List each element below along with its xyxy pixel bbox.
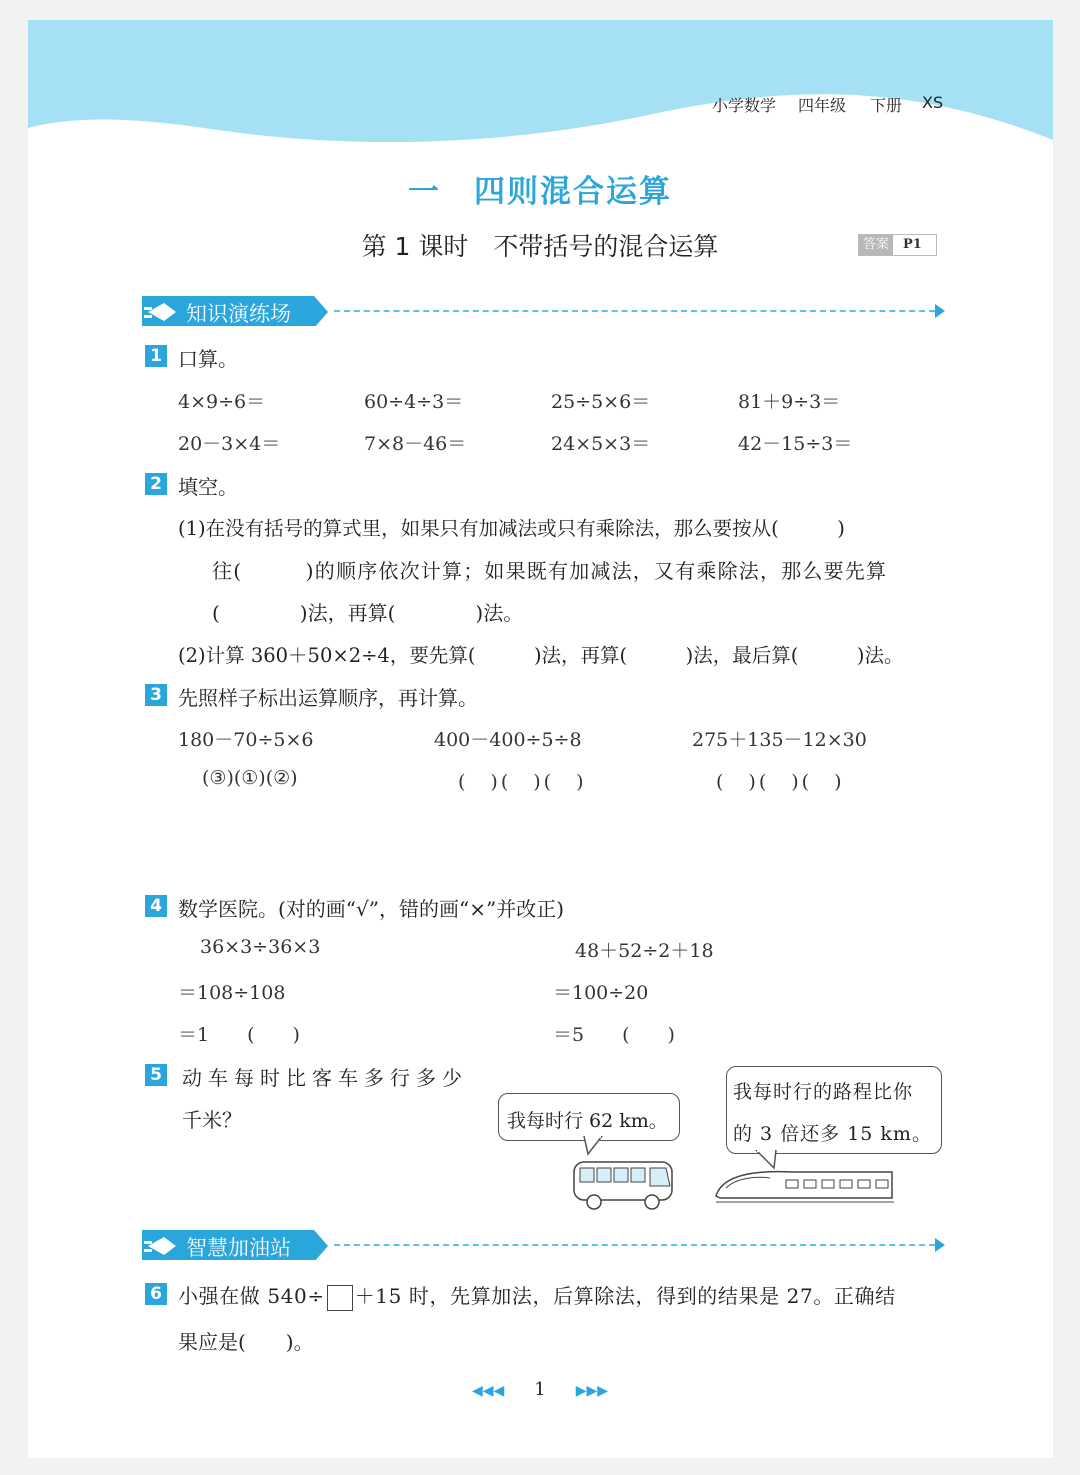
header-edition: XS [922,93,944,112]
header-volume: 下册 [870,96,903,115]
section-banner-practice [142,296,947,330]
section-banner-challenge [142,1230,947,1264]
q1-item-5: 20－3×4＝ [178,433,281,455]
bubble-tail [580,1136,610,1158]
bubble-bus-text: 我每时行 62 km。 [507,1110,668,1132]
speech-bubble-bus [498,1093,680,1141]
q4-right-1: 48＋52÷2＋18 [575,940,714,962]
q2-title: 填空。 [178,475,238,499]
page-footer [0,1379,1080,1400]
q6-line-1-b: ＋15 时，先算加法，后算除法，得到的结果是 27。正确结 [354,1284,896,1308]
lesson-title: 第 1 课时 不带括号的混合运算 [361,232,719,261]
q5-line-1: 动车每时比客车多行多少 [182,1066,468,1090]
question-number-3: 3 [145,684,167,706]
blank-box[interactable] [327,1285,353,1311]
q4-left-1: 36×3÷36×3 [200,936,321,958]
q1-item-3: 25÷5×6＝ [551,391,651,413]
question-number-4: 4 [145,895,167,917]
q2-line-1: (1)在没有括号的算式里，如果只有加减法或只有乘除法，那么要按从( ) [178,517,845,540]
question-number-5: 5 [145,1064,167,1086]
q3-title: 先照样子标出运算顺序，再计算。 [178,686,478,710]
q1-item-8: 42－15÷3＝ [738,433,853,455]
q3-expr-1: 180－70÷5×6 [178,729,314,751]
q1-item-7: 24×5×3＝ [551,433,651,455]
bubble-train-line-1: 我每时行的路程比你 [733,1081,914,1103]
section-label-practice: 知识演练场 [186,302,291,326]
question-number-2: 2 [145,473,167,495]
q5-line-2: 千米？ [182,1108,242,1132]
next-arrows-icon: ▶▶▶ [575,1383,609,1399]
prev-arrows-icon: ◀◀◀ [471,1383,505,1399]
train-illustration [712,1166,898,1206]
q6-line-1-a: 小强在做 540÷ [178,1284,325,1308]
q1-item-4: 81＋9÷3＝ [738,391,841,413]
arrow-right-icon [935,1238,945,1252]
speech-bubble-train [726,1066,942,1154]
q4-right-3: ＝5 ( ) [553,1024,675,1046]
q6-line-2: 果应是( )。 [178,1330,314,1354]
unit-title: 一 四则混合运算 [408,174,672,210]
q2-line-4: (2)计算 360＋50×2÷4，要先算( )法，再算( )法，最后算( )法。 [178,644,904,667]
q2-line-2: 往( )的顺序依次计算；如果既有加减法，又有乘除法，那么要先算 [212,559,888,583]
q1-item-1: 4×9÷6＝ [178,391,266,413]
header-subject: 小学数学 [712,96,777,115]
question-number-6: 6 [145,1283,167,1305]
header-wave [28,20,1053,150]
q4-left-3: ＝1 ( ) [178,1024,300,1046]
q3-order-1: (③)(①)(②) [202,767,298,789]
q1-item-6: 7×8－46＝ [364,433,467,455]
q4-left-2: ＝108÷108 [178,982,286,1004]
q3-order-3: ( )( )( ) [716,771,845,793]
answer-label: 答案 [859,235,893,255]
q6-line-1 [178,1280,896,1311]
bubble-train-line-2: 的 3 倍还多 15 km。 [733,1123,932,1145]
answer-page: P1 [903,237,922,252]
section-divider [334,310,935,312]
q3-order-2: ( )( )( ) [458,771,587,793]
q3-expr-3: 275＋135－12×30 [692,729,867,751]
section-divider [334,1244,935,1246]
bus-illustration [570,1156,680,1212]
answer-badge[interactable] [858,234,937,256]
arrow-right-icon [935,304,945,318]
q4-right-2: ＝100÷20 [553,982,649,1004]
header-grade: 四年级 [798,96,847,115]
section-label-challenge: 智慧加油站 [186,1236,291,1260]
q1-title: 口算。 [178,347,238,371]
q4-title: 数学医院。(对的画“√”，错的画“×”并改正) [178,897,565,921]
page-number: 1 [534,1379,546,1400]
q3-expr-2: 400－400÷5÷8 [434,729,582,751]
q2-line-3: ( )法，再算( )法。 [212,601,524,625]
q1-item-2: 60÷4÷3＝ [364,391,464,413]
question-number-1: 1 [145,345,167,367]
